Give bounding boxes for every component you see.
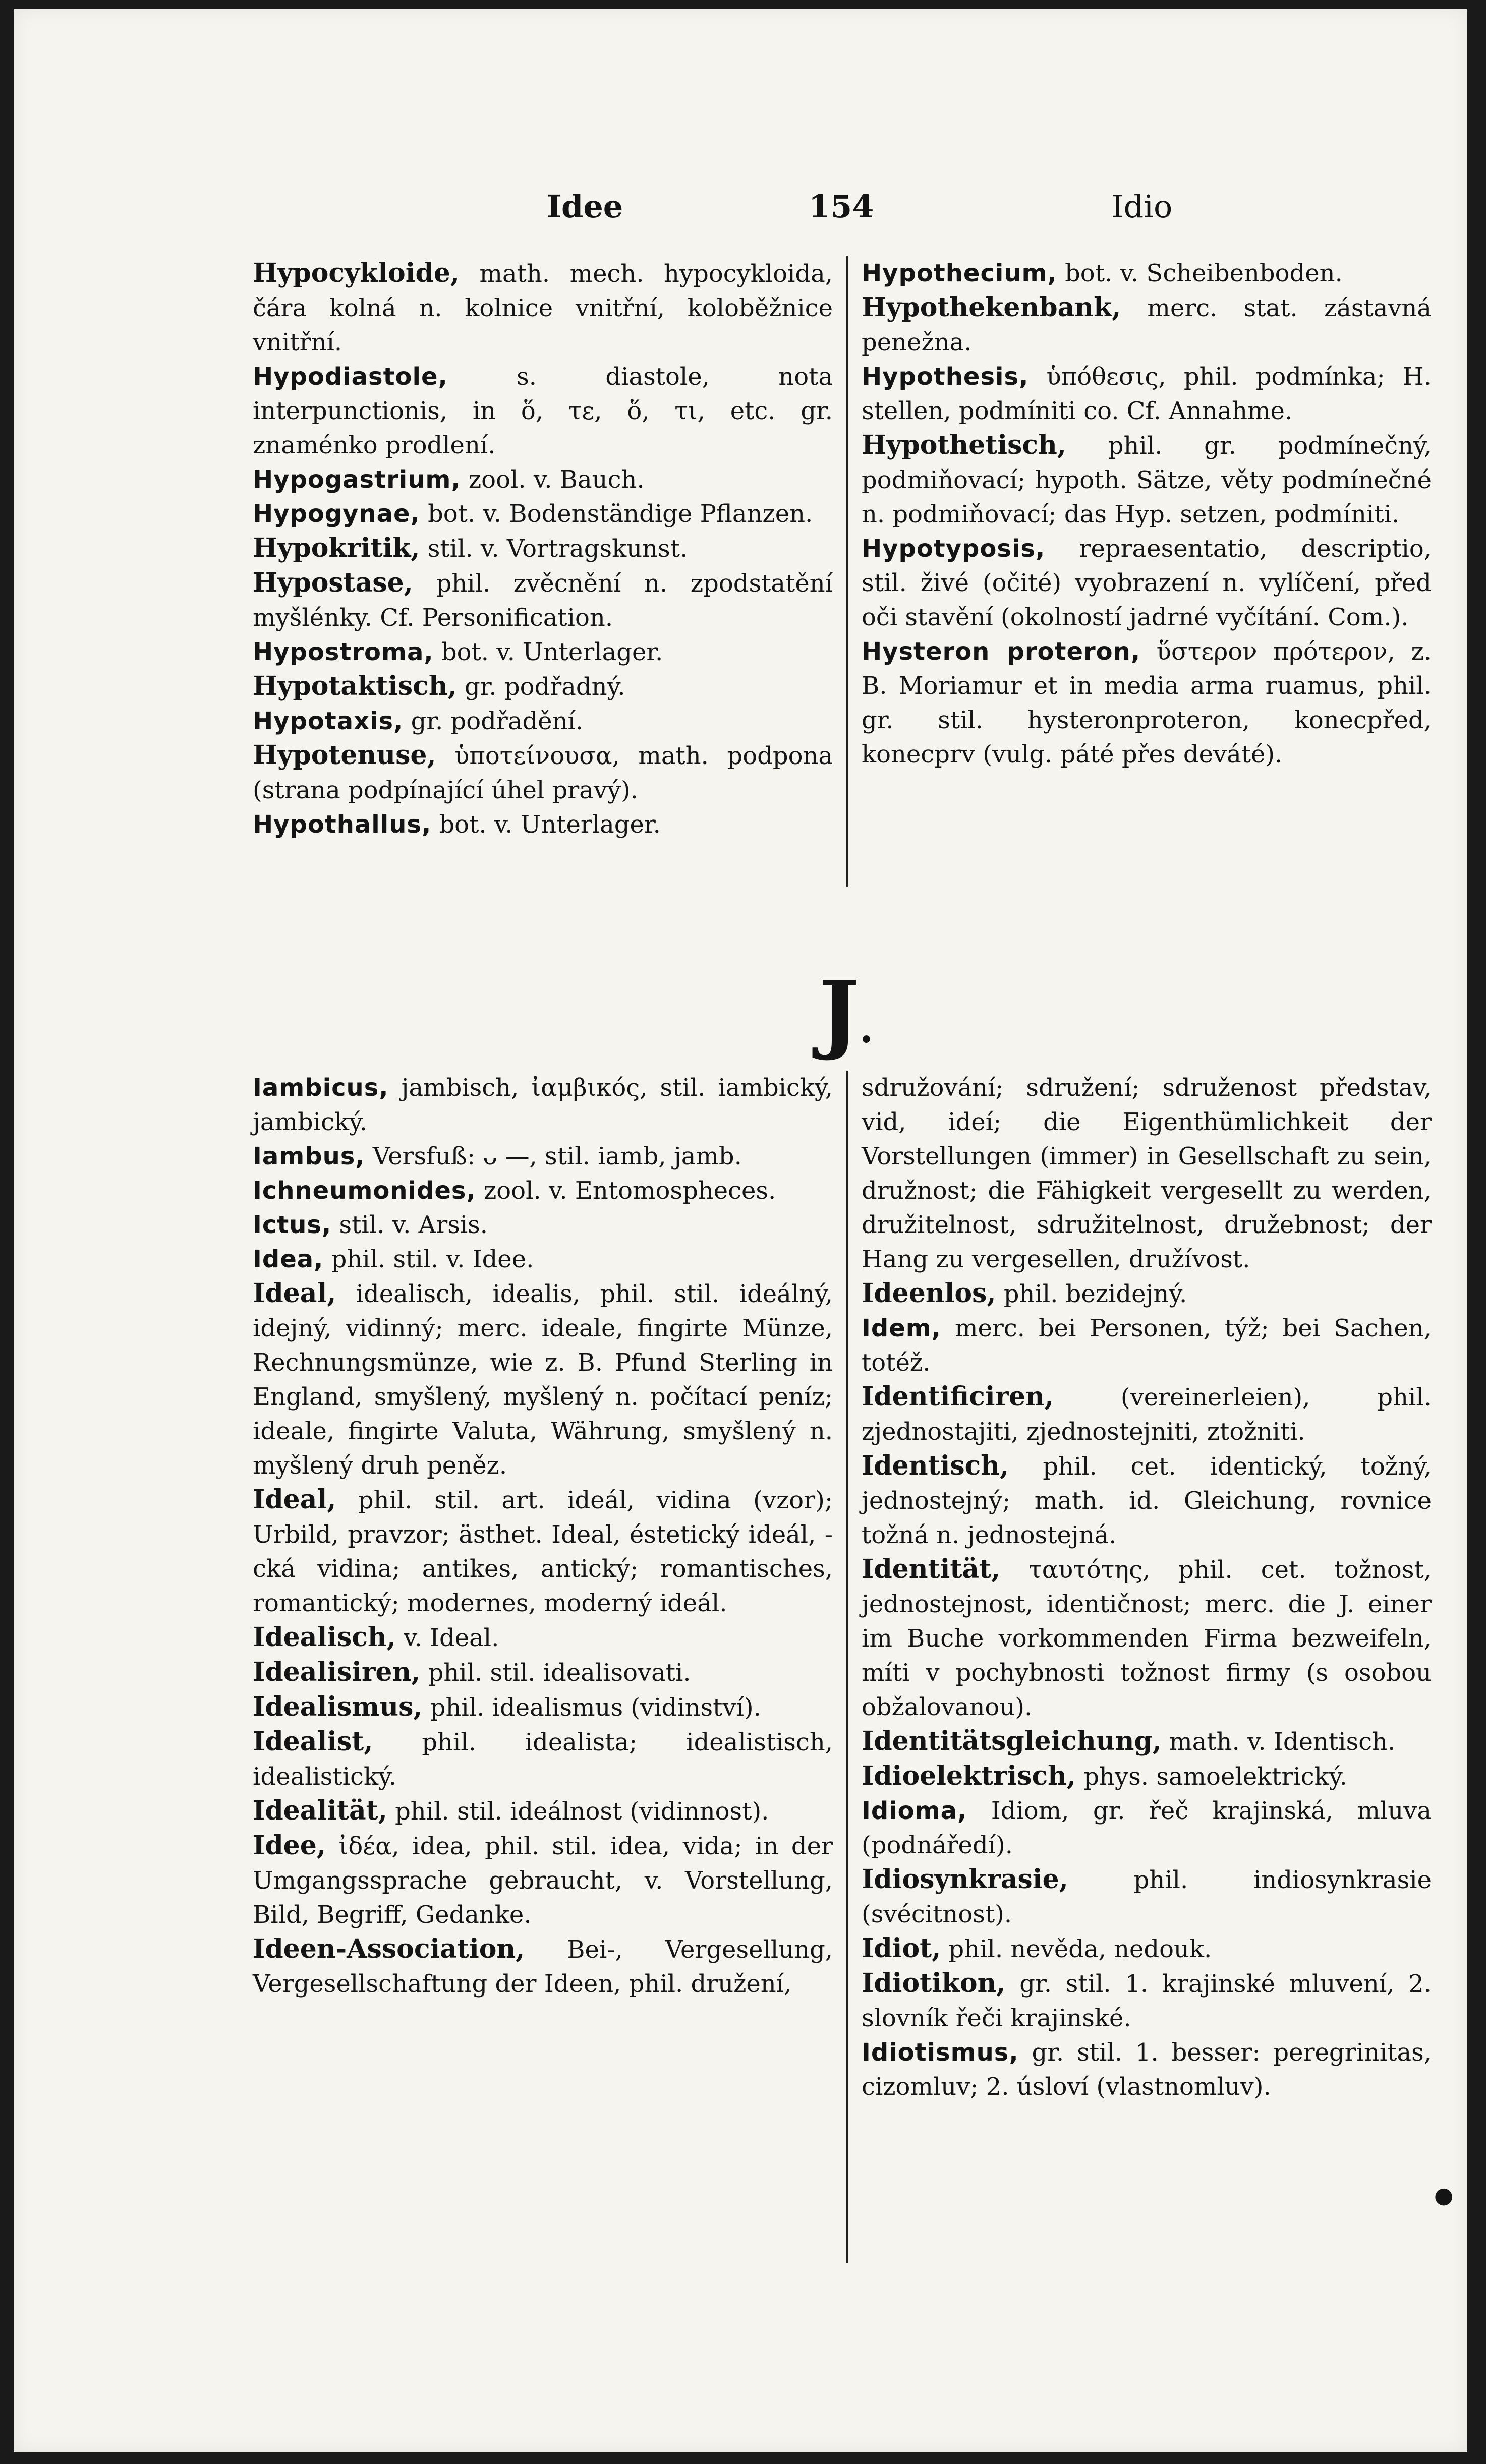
- entry-definition: ταυτότης, phil. cet. tožnost, jednostejnost, identičnost; merc. die J. einer im Buche vorkommenden Firma bezweifeln, míti v pochybnosti tožnost firmy (s osobou obžalovanou).: [862, 1556, 1432, 1721]
- entry-headword: Hypotyposis,: [862, 535, 1046, 563]
- entry-definition: phil. cet. identický, tožný, jednostejný; math. id. Gleichung, rovnice tožná n. jednostejná.: [862, 1452, 1432, 1549]
- margin-bullet: ●: [1434, 2183, 1454, 2208]
- dictionary-entry: [253, 1276, 833, 1483]
- entry-headword: Hypothallus,: [253, 810, 432, 839]
- entry-headword: Idiosynkrasie,: [862, 1864, 1068, 1895]
- entry-headword: Hypothecium,: [862, 259, 1057, 287]
- running-header: [14, 188, 1467, 233]
- entry-headword: Hysteron proteron,: [862, 637, 1141, 666]
- dictionary-entry: [253, 531, 833, 566]
- dictionary-entry: [862, 2035, 1432, 2104]
- entry-definition: repraesentatio, descriptio, stil. živé (očité) vyobrazení n. vylíčení, před oči stavění (okolností jadrné vyčítání. Com.).: [862, 535, 1432, 631]
- dictionary-entry: [862, 1966, 1432, 2035]
- dictionary-entry: [862, 532, 1432, 634]
- entry-headword: Idiot,: [862, 1933, 941, 1964]
- entry-definition: phil. idealista; idealistisch, idealistický.: [253, 1728, 833, 1791]
- dictionary-entry: [862, 1449, 1432, 1552]
- dictionary-entry: [253, 704, 833, 738]
- dictionary-entry: [253, 1655, 833, 1690]
- entry-headword: Hypotaxis,: [253, 707, 404, 735]
- entry-headword: Hypotaktisch,: [253, 671, 457, 701]
- entry-definition: idealisch, idealis, phil. stil. ideálný, idejný, vidinný; merc. ideale, fingirte Münze, Rechnungsmünze, wie z. B. Pfund Sterling in England, smyšlený, myšlený n. počítací peníz; ideale, fingirte Valuta, Währung, smyšlený n. myšlený druh peněz.: [253, 1280, 833, 1480]
- entry-definition: Versfuß: ᴗ —, stil. iamb, jamb.: [372, 1142, 742, 1170]
- entry-headword: Idealismus,: [253, 1691, 423, 1722]
- entry-definition: sdružování; sdružení; sdruženost představ, vid, ideí; die Eigenthümlichkeit der Vorstellungen (immer) in Gesellschaft zu sein, družnost; die Fähigkeit vergesellt zu werden, družitelnost, sdružitelnost, družebnost; der Hang zu vergesellen, družívost.: [862, 1074, 1432, 1273]
- entry-headword: Ideenlos,: [862, 1278, 996, 1309]
- entry-definition: s. diastole, nota interpunctionis, in ὅ, τε, ὅ, τι, etc. gr. znaménko prodlení.: [253, 363, 833, 459]
- entry-definition: ὑπόθεσις, phil. podmínka; H. stellen, podmíniti co. Cf. Annahme.: [862, 363, 1432, 425]
- dictionary-entry: [253, 1932, 833, 2001]
- entry-definition: phil. gr. podmínečný, podmiňovací; hypoth. Sätze, věty podmínečné n. podmiňovací; das Hyp. setzen, podmíniti.: [862, 432, 1432, 529]
- entry-headword: Hypothesis,: [862, 363, 1029, 391]
- entry-headword: Idem,: [862, 1314, 942, 1342]
- dictionary-entry: [253, 807, 833, 842]
- entry-definition: ἰδέα, idea, phil. stil. idea, vida; in der Umgangssprache gebraucht, v. Vorstellung, Bild, Begriff, Gedanke.: [253, 1832, 833, 1929]
- column-right-top: [862, 256, 1432, 772]
- dictionary-entry: [253, 635, 833, 669]
- entry-headword: Hypodiastole,: [253, 363, 448, 391]
- entry-definition: gr. podřadění.: [411, 707, 584, 735]
- dictionary-entry: [253, 1242, 833, 1276]
- entry-definition: jambisch, ἰαμβικός, stil. iambický, jambický.: [253, 1074, 833, 1136]
- entry-headword: Ideal,: [253, 1484, 336, 1515]
- dictionary-entry: [253, 1829, 833, 1932]
- entry-headword: Identitätsgleichung,: [862, 1726, 1162, 1756]
- entry-headword: Hypostroma,: [253, 638, 434, 666]
- dictionary-entry: [253, 738, 833, 807]
- entry-headword: Hypostase,: [253, 567, 413, 598]
- entry-definition: phil. stil. v. Idee.: [331, 1245, 534, 1273]
- entry-headword: Identität,: [862, 1554, 1001, 1585]
- dictionary-entry: [862, 1071, 1432, 1276]
- dictionary-entry: [862, 256, 1432, 290]
- entry-definition: bot. v. Bodenständige Pflanzen.: [428, 500, 813, 528]
- column-left-bottom: [253, 1071, 833, 2001]
- entry-headword: Hypogynae,: [253, 500, 420, 528]
- dictionary-entry: [253, 566, 833, 635]
- entry-definition: Bei-, Vergesellung, Vergesellschaftung der Ideen, phil. družení,: [253, 1935, 833, 1998]
- column-right-bottom: [862, 1071, 1432, 2104]
- entry-definition: phil. stil. ideálnost (vidinnost).: [395, 1797, 769, 1826]
- entry-headword: Identificiren,: [862, 1381, 1054, 1412]
- entry-definition: phil. indiosynkrasie (svécitnost).: [862, 1866, 1432, 1928]
- entry-headword: Idealisch,: [253, 1622, 396, 1653]
- entry-definition: gr. stil. 1. besser: peregrinitas, cizomluv; 2. úsloví (vlastnomluv).: [862, 2038, 1432, 2101]
- column-divider: [846, 256, 848, 887]
- header-right-guideword: Idio: [1111, 188, 1173, 225]
- entry-definition: math. mech. hypocykloida, čára kolná n. kolnice vnitřní, koloběžnice vnitřní.: [253, 260, 833, 357]
- page-number: 154: [809, 188, 874, 225]
- entry-headword: Ideen-Association,: [253, 1933, 525, 1964]
- dictionary-entry: [253, 1620, 833, 1655]
- entry-headword: Hypothekenbank,: [862, 292, 1121, 323]
- dictionary-entry: [253, 497, 833, 531]
- entry-headword: Idee,: [253, 1830, 326, 1861]
- dictionary-entry: [253, 1690, 833, 1725]
- entry-headword: Idealisiren,: [253, 1657, 421, 1687]
- dictionary-entry: [862, 634, 1432, 772]
- entry-definition: phil. zvěcnění n. zpodstatění myšlénky. Cf. Personification.: [253, 569, 833, 632]
- dictionary-entry: [253, 1174, 833, 1208]
- dictionary-entry: [253, 1794, 833, 1829]
- entry-headword: Idealität,: [253, 1795, 387, 1826]
- dictionary-entry: [253, 1071, 833, 1139]
- entry-definition: phil. nevěda, nedouk.: [948, 1935, 1212, 1963]
- dictionary-entry: [862, 1311, 1432, 1380]
- entry-headword: Idiotismus,: [862, 2038, 1019, 2067]
- entry-definition: phil. stil. art. ideál, vidina (vzor); Urbild, pravzor; ästhet. Ideal, éstetický ideál, -cká vidina; antikes, antický; romantisches, romantický; modernes, moderný ideál.: [253, 1486, 833, 1617]
- dictionary-entry: [862, 1794, 1432, 1862]
- entry-definition: merc. stat. zástavná penežna.: [862, 294, 1432, 357]
- column-divider: [846, 1071, 848, 2263]
- entry-headword: Hypothetisch,: [862, 430, 1066, 460]
- entry-headword: Idioelektrisch,: [862, 1761, 1076, 1791]
- dictionary-entry: [862, 1759, 1432, 1794]
- entry-definition: bot. v. Unterlager.: [439, 810, 661, 839]
- entry-definition: merc. bei Personen, týž; bei Sachen, totéž.: [862, 1314, 1432, 1377]
- dictionary-entry: [253, 669, 833, 704]
- dictionary-entry: [253, 360, 833, 462]
- entry-headword: Hypotenuse,: [253, 740, 436, 771]
- dictionary-entry: [862, 1931, 1432, 1966]
- entry-headword: Iambus,: [253, 1142, 365, 1170]
- dictionary-entry: [253, 1725, 833, 1794]
- entry-headword: Iambicus,: [253, 1074, 389, 1102]
- entry-definition: stil. v. Vortragskunst.: [427, 535, 688, 563]
- dictionary-entry: [862, 1380, 1432, 1449]
- entry-headword: Idea,: [253, 1245, 324, 1273]
- section-letter: J.: [819, 962, 874, 1063]
- entry-headword: Ichneumonides,: [253, 1177, 476, 1205]
- entry-definition: Idiom, gr. řeč krajinská, mluva (podnáředí).: [862, 1797, 1432, 1859]
- entry-definition: zool. v. Entomospheces.: [483, 1177, 776, 1205]
- dictionary-entry: [253, 256, 833, 360]
- entry-headword: Identisch,: [862, 1450, 1009, 1481]
- dictionary-entry: [862, 1552, 1432, 1724]
- entry-definition: bot. v. Unterlager.: [441, 638, 663, 666]
- entry-definition: bot. v. Scheibenboden.: [1065, 259, 1343, 287]
- header-left-guideword: Idee: [547, 188, 623, 225]
- dictionary-entry: [253, 1139, 833, 1174]
- dictionary-entry: [862, 1276, 1432, 1311]
- dictionary-entry: [862, 428, 1432, 532]
- entry-definition: phys. samoelektrický.: [1083, 1763, 1347, 1791]
- entry-headword: Ideal,: [253, 1278, 336, 1309]
- dictionary-page: [14, 9, 1467, 2452]
- entry-headword: Hypogastrium,: [253, 465, 461, 494]
- entry-definition: zool. v. Bauch.: [468, 465, 645, 494]
- entry-headword: Hypokritik,: [253, 533, 420, 563]
- entry-definition: gr. podřadný.: [465, 673, 625, 701]
- entry-definition: math. v. Identisch.: [1169, 1728, 1396, 1756]
- dictionary-entry: [253, 462, 833, 497]
- entry-definition: phil. bezidejný.: [1003, 1280, 1187, 1308]
- dictionary-entry: [253, 1483, 833, 1620]
- entry-definition: phil. idealismus (vidinství).: [430, 1693, 761, 1722]
- entry-headword: Idiotikon,: [862, 1968, 1006, 1999]
- dictionary-entry: [862, 1862, 1432, 1931]
- dictionary-entry: [253, 1208, 833, 1242]
- entry-definition: (vereinerleien), phil. zjednostajiti, zjednostejniti, ztožniti.: [862, 1383, 1432, 1446]
- entry-definition: v. Ideal.: [404, 1624, 499, 1652]
- entry-headword: Hypocykloide,: [253, 258, 460, 288]
- entry-definition: stil. v. Arsis.: [339, 1211, 488, 1239]
- dictionary-entry: [862, 290, 1432, 360]
- entry-definition: ὕστερον πρότερον, z. B. Moriamur et in media arma ruamus, phil. gr. stil. hysteronproteron, konecpřed, konecprv (vulg. páté přes deváté).: [862, 637, 1432, 769]
- entry-headword: Ictus,: [253, 1211, 332, 1239]
- dictionary-entry: [862, 1724, 1432, 1759]
- entry-definition: ὑποτείνουσα, math. podpona (strana podpínající úhel pravý).: [253, 742, 833, 804]
- entry-definition: gr. stil. 1. krajinské mluvení, 2. slovník řeči krajinské.: [862, 1970, 1432, 2032]
- entry-headword: Idealist,: [253, 1726, 373, 1757]
- entry-definition: phil. stil. idealisovati.: [428, 1659, 691, 1687]
- entry-headword: Idioma,: [862, 1797, 967, 1825]
- dictionary-entry: [862, 360, 1432, 428]
- column-left-top: [253, 256, 833, 842]
